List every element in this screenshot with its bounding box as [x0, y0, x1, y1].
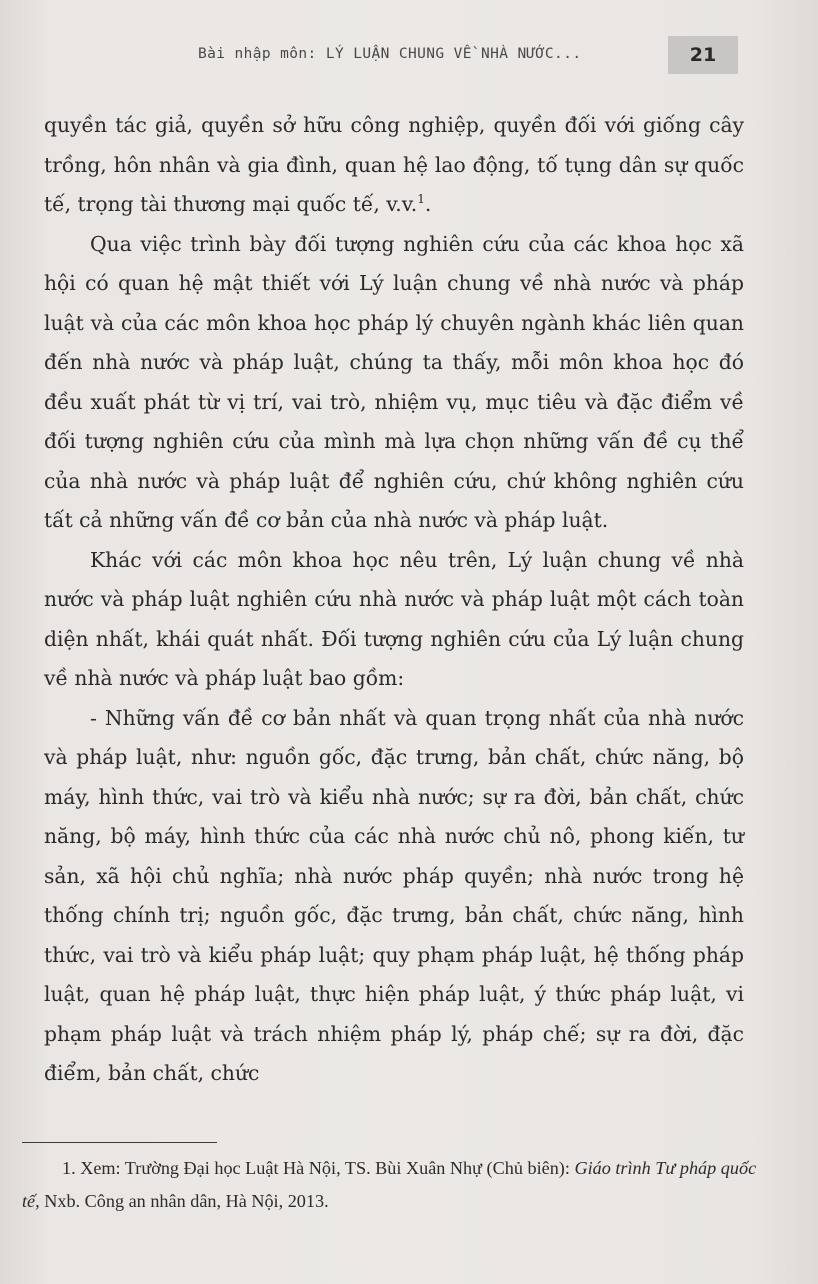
- page-number-box: [668, 36, 738, 74]
- paragraph-2: Qua việc trình bày đối tượng nghiên cứu của các khoa học xã hội có quan hệ mật thiết với Lý luận chung về nhà nước và pháp luật và của các môn khoa học pháp lý chuyên ngành khác liên quan đến nhà nước và pháp luật, chúng ta thấy, mỗi môn khoa học đó đều xuất phát từ vị trí, vai trò, nhiệm vụ, mục tiêu và đặc điểm về đối tượng nghiên cứu của mình mà lựa chọn những vấn đề cụ thể của nhà nước và pháp luật để nghiên cứu, chứ không nghiên cứu tất cả những vấn đề cơ bản của nhà nước và pháp luật.: [44, 231, 744, 532]
- paragraph-1: [44, 106, 744, 225]
- paragraph-3: Khác với các môn khoa học nêu trên, Lý luận chung về nhà nước và pháp luật nghiên cứu nhà nước và pháp luật một cách toàn diện nhất, khái quát nhất. Đối tượng nghiên cứu của Lý luận chung về nhà nước và pháp luật bao gồm:: [44, 547, 744, 690]
- footnote-book-title: Giáo trình Tư pháp quốc tế,: [22, 1158, 757, 1211]
- paragraph-1-end: .: [424, 192, 432, 216]
- paragraph-4: - Những vấn đề cơ bản nhất và quan trọng nhất của nhà nước và pháp luật, như: nguồn gốc, đặc trưng, bản chất, chức năng, bộ máy, hình thức, vai trò và kiểu nhà nước; sự ra đời, bản chất, chức năng, bộ máy, hình thức của các nhà nước chủ nô, phong kiến, tư sản, xã hội chủ nghĩa; nhà nước pháp quyền; nhà nước trong hệ thống chính trị; nguồn gốc, đặc trưng, bản chất, chức năng, hình thức, vai trò và kiểu pháp luật; quy phạm pháp luật, hệ thống pháp luật, quan hệ pháp luật, thực hiện pháp luật, ý thức pháp luật, vi phạm pháp luật và trách nhiệm pháp lý, pháp chế; sự ra đời, đặc điểm, bản chất, chức: [44, 705, 744, 1085]
- paragraph-1-text: quyền tác giả, quyền sở hữu công nghiệp, quyền đối với giống cây trồng, hôn nhân và gia đình, quan hệ lao động, tố tụng dân sự quốc tế, trọng tài thương mại quốc tế, v.v.: [44, 113, 744, 216]
- footnote: [22, 1152, 768, 1218]
- footnote-tail: Nxb. Công an nhân dân, Hà Nội, 2013.: [44, 1191, 329, 1211]
- page-number: 21: [689, 44, 717, 66]
- footnote-ref[interactable]: 1: [417, 192, 425, 207]
- chapter-title: Bài nhập môn: LÝ LUẬN CHUNG VỀ NHÀ NƯỚC...: [198, 46, 582, 62]
- footnote-lead: Xem: Trường Đại học Luật Hà Nội, TS. Bùi Xuân Nhự (Chủ biên):: [80, 1158, 570, 1178]
- footnote-divider: [22, 1142, 217, 1143]
- footnote-number: 1.: [62, 1158, 76, 1178]
- running-header: [0, 36, 818, 76]
- body-text: [44, 106, 744, 1094]
